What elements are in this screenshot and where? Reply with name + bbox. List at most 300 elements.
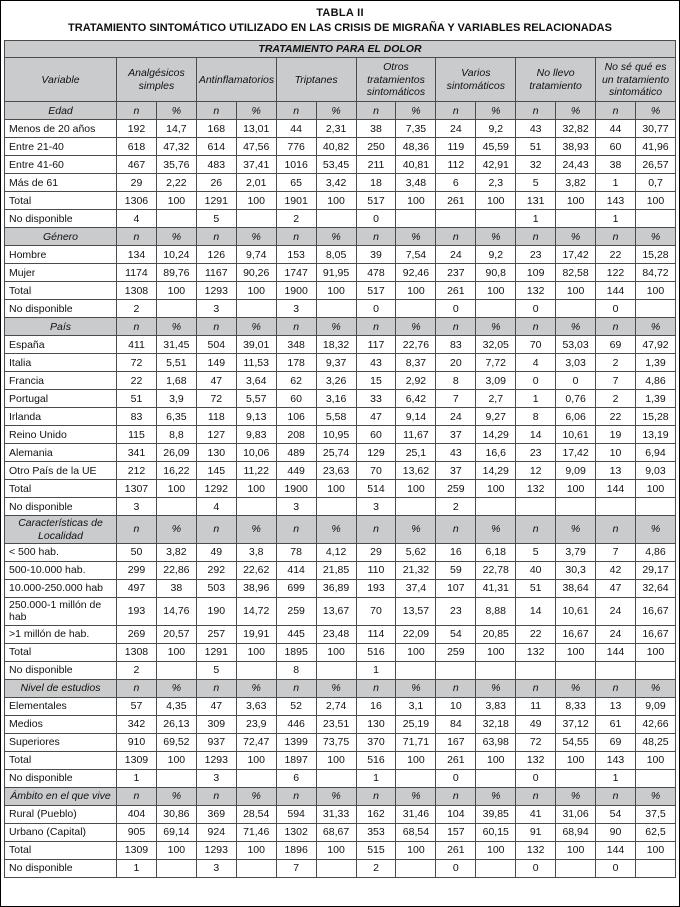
cell-value: 107	[436, 580, 476, 598]
subheader-n: n	[596, 228, 636, 246]
cell-value: 2	[596, 354, 636, 372]
cell-value: 162	[356, 805, 396, 823]
cell-value: 0	[596, 859, 636, 877]
cell-value: 699	[276, 580, 316, 598]
cell-value: 1291	[196, 192, 236, 210]
table-row	[5, 733, 676, 751]
table-row	[5, 769, 676, 787]
subheader-percent: %	[556, 679, 596, 697]
subheader-percent: %	[236, 228, 276, 246]
cell-value: 100	[476, 643, 516, 661]
subheader-n: n	[516, 516, 556, 544]
cell-value: 1308	[117, 282, 157, 300]
cell-value: 9,14	[396, 408, 436, 426]
cell-value: 122	[596, 264, 636, 282]
cell-value: 22,09	[396, 625, 436, 643]
cell-value: 38,93	[556, 138, 596, 156]
cell-value: 14,29	[476, 426, 516, 444]
cell-value: 78	[276, 544, 316, 562]
cell-value: 2,3	[476, 174, 516, 192]
cell-value	[156, 210, 196, 228]
cell-value: 157	[436, 823, 476, 841]
cell-value: 618	[117, 138, 157, 156]
cell-value	[476, 210, 516, 228]
subheader-n: n	[356, 228, 396, 246]
cell-value: 37,5	[635, 805, 675, 823]
cell-value: 91,95	[316, 264, 356, 282]
cell-value: 237	[436, 264, 476, 282]
cell-value: 100	[556, 480, 596, 498]
row-label: Hombre	[5, 246, 117, 264]
table-row	[5, 544, 676, 562]
subheader-percent: %	[156, 228, 196, 246]
row-label: Total	[5, 192, 117, 210]
cell-value: 143	[596, 192, 636, 210]
cell-value: 3,82	[556, 174, 596, 192]
row-label: Mujer	[5, 264, 117, 282]
cell-value: 9,13	[236, 408, 276, 426]
subheader-n: n	[356, 102, 396, 120]
cell-value: 20	[436, 354, 476, 372]
cell-value: 11,22	[236, 462, 276, 480]
cell-value: 24,43	[556, 156, 596, 174]
subheader-percent: %	[156, 787, 196, 805]
cell-value: 261	[436, 841, 476, 859]
cell-value: 21,85	[316, 562, 356, 580]
band-header-row	[5, 41, 676, 58]
row-label: No disponible	[5, 769, 117, 787]
cell-value	[436, 661, 476, 679]
cell-value: 82,58	[556, 264, 596, 282]
cell-value: 149	[196, 354, 236, 372]
cell-value	[436, 210, 476, 228]
cell-value: 9,09	[635, 697, 675, 715]
cell-value: 52	[276, 697, 316, 715]
cell-value: 5,62	[396, 544, 436, 562]
cell-value: 3,64	[236, 372, 276, 390]
subheader-n: n	[276, 787, 316, 805]
cell-value: 1,68	[156, 372, 196, 390]
subheader-percent: %	[396, 787, 436, 805]
cell-value: 3	[356, 498, 396, 516]
section-header-row	[5, 516, 676, 544]
subheader-n: n	[436, 102, 476, 120]
cell-value	[316, 769, 356, 787]
cell-value: 8,05	[316, 246, 356, 264]
cell-value: 25,1	[396, 444, 436, 462]
cell-value: 69	[596, 336, 636, 354]
cell-value: 21,32	[396, 562, 436, 580]
cell-value: 5,58	[316, 408, 356, 426]
cell-value: 132	[516, 751, 556, 769]
cell-value: 0	[436, 859, 476, 877]
section-label: Nivel de estudios	[5, 679, 117, 697]
cell-value: 2,22	[156, 174, 196, 192]
cell-value	[316, 210, 356, 228]
cell-value: 100	[316, 192, 356, 210]
cell-value: 39,85	[476, 805, 516, 823]
cell-value: 32,64	[635, 580, 675, 598]
cell-value: 100	[156, 282, 196, 300]
cell-value: 100	[236, 841, 276, 859]
cell-value	[635, 210, 675, 228]
cell-value: 8,8	[156, 426, 196, 444]
cell-value: 369	[196, 805, 236, 823]
cell-value: 51	[117, 390, 157, 408]
cell-value: 24	[596, 625, 636, 643]
row-label: No disponible	[5, 210, 117, 228]
cell-value: 100	[635, 751, 675, 769]
cell-value: 15,28	[635, 246, 675, 264]
subheader-n: n	[117, 787, 157, 805]
cell-value: 5,51	[156, 354, 196, 372]
cell-value: 16,67	[556, 625, 596, 643]
cell-value: 8	[436, 372, 476, 390]
cell-value: 110	[356, 562, 396, 580]
cell-value: 937	[196, 733, 236, 751]
cell-value: 7,72	[476, 354, 516, 372]
cell-value: 100	[156, 192, 196, 210]
cell-value	[236, 859, 276, 877]
cell-value: 17,42	[556, 444, 596, 462]
cell-value: 16,6	[476, 444, 516, 462]
cell-value: 65	[276, 174, 316, 192]
cell-value: 60	[276, 390, 316, 408]
cell-value: 29,17	[635, 562, 675, 580]
cell-value: 193	[117, 598, 157, 626]
cell-value: 22	[516, 625, 556, 643]
cell-value: 4	[196, 498, 236, 516]
cell-value: 2	[117, 300, 157, 318]
row-label: Francia	[5, 372, 117, 390]
subheader-n: n	[117, 318, 157, 336]
cell-value: 1016	[276, 156, 316, 174]
subheader-percent: %	[236, 787, 276, 805]
cell-value: 43	[356, 354, 396, 372]
cell-value: 924	[196, 823, 236, 841]
cell-value	[236, 661, 276, 679]
cell-value: 0	[516, 859, 556, 877]
cell-value: 3,79	[556, 544, 596, 562]
subheader-n: n	[596, 516, 636, 544]
cell-value: 1897	[276, 751, 316, 769]
cell-value	[396, 661, 436, 679]
subheader-percent: %	[635, 228, 675, 246]
cell-value: 7,54	[396, 246, 436, 264]
section-header-row	[5, 679, 676, 697]
cell-value: 69,52	[156, 733, 196, 751]
cell-value	[596, 498, 636, 516]
subheader-n: n	[516, 787, 556, 805]
row-label: No disponible	[5, 859, 117, 877]
cell-value: 1308	[117, 643, 157, 661]
cell-value: 20,57	[156, 625, 196, 643]
cell-value: 0	[436, 300, 476, 318]
cell-value: 16	[436, 544, 476, 562]
cell-value: 8	[276, 661, 316, 679]
cell-value: 31,33	[316, 805, 356, 823]
cell-value: 109	[516, 264, 556, 282]
subheader-n: n	[436, 318, 476, 336]
cell-value: 32,18	[476, 715, 516, 733]
cell-value: 126	[196, 246, 236, 264]
cell-value: 89,76	[156, 264, 196, 282]
cell-value: 71,71	[396, 733, 436, 751]
cell-value: 60	[356, 426, 396, 444]
cell-value: 22,86	[156, 562, 196, 580]
cell-value	[635, 769, 675, 787]
cell-value: 7	[596, 544, 636, 562]
cell-value: 84	[436, 715, 476, 733]
subheader-percent: %	[396, 679, 436, 697]
cell-value: 100	[156, 751, 196, 769]
cell-value: 100	[635, 841, 675, 859]
cell-value: 10	[596, 444, 636, 462]
cell-value: 3,63	[236, 697, 276, 715]
table-row	[5, 859, 676, 877]
cell-value: 100	[236, 192, 276, 210]
cell-value: 118	[196, 408, 236, 426]
table-row	[5, 138, 676, 156]
cell-value: 100	[635, 192, 675, 210]
cell-value: 28,54	[236, 805, 276, 823]
cell-value	[156, 498, 196, 516]
cell-value: 2	[356, 859, 396, 877]
cell-value: 100	[556, 192, 596, 210]
cell-value: 100	[396, 751, 436, 769]
cell-value: 1293	[196, 282, 236, 300]
cell-value: 292	[196, 562, 236, 580]
cell-value: 54	[436, 625, 476, 643]
row-label: >1 millón de hab.	[5, 625, 117, 643]
cell-value: 2	[117, 661, 157, 679]
cell-value: 100	[635, 643, 675, 661]
row-label: < 500 hab.	[5, 544, 117, 562]
cell-value: 30,77	[635, 120, 675, 138]
subheader-percent: %	[635, 516, 675, 544]
cell-value: 7,35	[396, 120, 436, 138]
cell-value: 38	[356, 120, 396, 138]
cell-value: 6	[436, 174, 476, 192]
cell-value: 100	[476, 480, 516, 498]
cell-value: 62	[276, 372, 316, 390]
cell-value: 516	[356, 751, 396, 769]
subheader-percent: %	[316, 102, 356, 120]
row-label: Total	[5, 841, 117, 859]
cell-value: 119	[436, 138, 476, 156]
cell-value: 13,67	[316, 598, 356, 626]
cell-value: 42,66	[635, 715, 675, 733]
table-row	[5, 715, 676, 733]
cell-value: 32,05	[476, 336, 516, 354]
cell-value: 132	[516, 841, 556, 859]
row-label: Menos de 20 años	[5, 120, 117, 138]
cell-value: 24	[596, 598, 636, 626]
cell-value: 23	[516, 444, 556, 462]
cell-value: 100	[396, 480, 436, 498]
cell-value: 37,12	[556, 715, 596, 733]
cell-value: 1307	[117, 480, 157, 498]
cell-value: 60	[596, 138, 636, 156]
cell-value: 168	[196, 120, 236, 138]
cell-value	[156, 661, 196, 679]
cell-value: 100	[236, 480, 276, 498]
cell-value	[236, 498, 276, 516]
cell-value: 1309	[117, 841, 157, 859]
cell-value: 42,91	[476, 156, 516, 174]
subheader-n: n	[196, 516, 236, 544]
cell-value: 0	[356, 300, 396, 318]
cell-value: 478	[356, 264, 396, 282]
cell-value: 47	[356, 408, 396, 426]
cell-value: 1900	[276, 480, 316, 498]
cell-value	[396, 859, 436, 877]
subheader-percent: %	[236, 102, 276, 120]
cell-value: 72	[516, 733, 556, 751]
cell-value: 2,01	[236, 174, 276, 192]
cell-value: 192	[117, 120, 157, 138]
subheader-n: n	[436, 679, 476, 697]
subheader-n: n	[276, 102, 316, 120]
subheader-percent: %	[635, 102, 675, 120]
subheader-percent: %	[556, 318, 596, 336]
cell-value: 71,46	[236, 823, 276, 841]
subheader-n: n	[356, 318, 396, 336]
cell-value: 1895	[276, 643, 316, 661]
cell-value: 129	[356, 444, 396, 462]
row-label: Otro País de la UE	[5, 462, 117, 480]
cell-value: 7	[276, 859, 316, 877]
table-row	[5, 625, 676, 643]
cell-value: 100	[156, 841, 196, 859]
subheader-n: n	[516, 318, 556, 336]
subheader-percent: %	[156, 318, 196, 336]
cell-value: 9,37	[316, 354, 356, 372]
cell-value: 72	[117, 354, 157, 372]
cell-value: 10,95	[316, 426, 356, 444]
subheader-percent: %	[635, 787, 675, 805]
table-row	[5, 697, 676, 715]
cell-value: 23,9	[236, 715, 276, 733]
cell-value: 13,62	[396, 462, 436, 480]
cell-value: 100	[396, 282, 436, 300]
section-label: Género	[5, 228, 117, 246]
cell-value: 100	[316, 751, 356, 769]
cell-value: 91	[516, 823, 556, 841]
cell-value: 1292	[196, 480, 236, 498]
cell-value: 5,57	[236, 390, 276, 408]
subheader-n: n	[276, 228, 316, 246]
cell-value: 24	[436, 120, 476, 138]
subheader-percent: %	[476, 787, 516, 805]
row-label: Total	[5, 480, 117, 498]
cell-value: 910	[117, 733, 157, 751]
cell-value: 4	[117, 210, 157, 228]
cell-value: 37	[436, 462, 476, 480]
subheader-percent: %	[476, 516, 516, 544]
cell-value	[556, 769, 596, 787]
column-header-group: Analgésicos simples	[117, 58, 197, 102]
row-label: Elementales	[5, 697, 117, 715]
subheader-percent: %	[556, 102, 596, 120]
cell-value: 47,92	[635, 336, 675, 354]
cell-value: 100	[396, 841, 436, 859]
cell-value: 32,82	[556, 120, 596, 138]
cell-value: 23	[436, 598, 476, 626]
cell-value: 3,16	[316, 390, 356, 408]
cell-value: 515	[356, 841, 396, 859]
cell-value: 37,41	[236, 156, 276, 174]
cell-value: 1291	[196, 643, 236, 661]
cell-value	[316, 661, 356, 679]
cell-value: 0,76	[556, 390, 596, 408]
cell-value: 144	[596, 841, 636, 859]
cell-value: 48,36	[396, 138, 436, 156]
cell-value: 32	[516, 156, 556, 174]
subheader-n: n	[596, 679, 636, 697]
cell-value: 68,94	[556, 823, 596, 841]
cell-value: 13,01	[236, 120, 276, 138]
cell-value: 9,09	[556, 462, 596, 480]
cell-value: 8	[516, 408, 556, 426]
cell-value: 2	[596, 390, 636, 408]
cell-value: 4	[516, 354, 556, 372]
row-label: Rural (Pueblo)	[5, 805, 117, 823]
cell-value	[236, 300, 276, 318]
subheader-n: n	[436, 516, 476, 544]
cell-value: 112	[436, 156, 476, 174]
cell-value: 31,06	[556, 805, 596, 823]
cell-value: 1	[596, 210, 636, 228]
cell-value	[316, 300, 356, 318]
cell-value: 53,45	[316, 156, 356, 174]
cell-value: 22,78	[476, 562, 516, 580]
cell-value: 47	[196, 697, 236, 715]
cell-value: 47	[596, 580, 636, 598]
cell-value: 190	[196, 598, 236, 626]
cell-value: 60,15	[476, 823, 516, 841]
cell-value: 446	[276, 715, 316, 733]
cell-value: 29	[356, 544, 396, 562]
band-header: TRATAMIENTO PARA EL DOLOR	[5, 41, 676, 58]
cell-value: 18,32	[316, 336, 356, 354]
table-row	[5, 372, 676, 390]
cell-value: 4,86	[635, 544, 675, 562]
cell-value: 9,03	[635, 462, 675, 480]
cell-value: 9,27	[476, 408, 516, 426]
table-row	[5, 426, 676, 444]
column-header-variable: Variable	[5, 58, 117, 102]
cell-value: 100	[396, 192, 436, 210]
cell-value: 1174	[117, 264, 157, 282]
cell-value: 59	[436, 562, 476, 580]
cell-value: 54	[596, 805, 636, 823]
cell-value: 3,9	[156, 390, 196, 408]
cell-value	[556, 661, 596, 679]
cell-value: 261	[436, 751, 476, 769]
cell-value: 261	[436, 192, 476, 210]
cell-value: 6,06	[556, 408, 596, 426]
cell-value: 3	[196, 769, 236, 787]
cell-value: 1	[596, 174, 636, 192]
title-block	[4, 6, 676, 35]
subheader-percent: %	[476, 318, 516, 336]
subheader-percent: %	[316, 318, 356, 336]
cell-value: 167	[436, 733, 476, 751]
subheader-n: n	[117, 228, 157, 246]
cell-value: 11,67	[396, 426, 436, 444]
cell-value: 3,1	[396, 697, 436, 715]
